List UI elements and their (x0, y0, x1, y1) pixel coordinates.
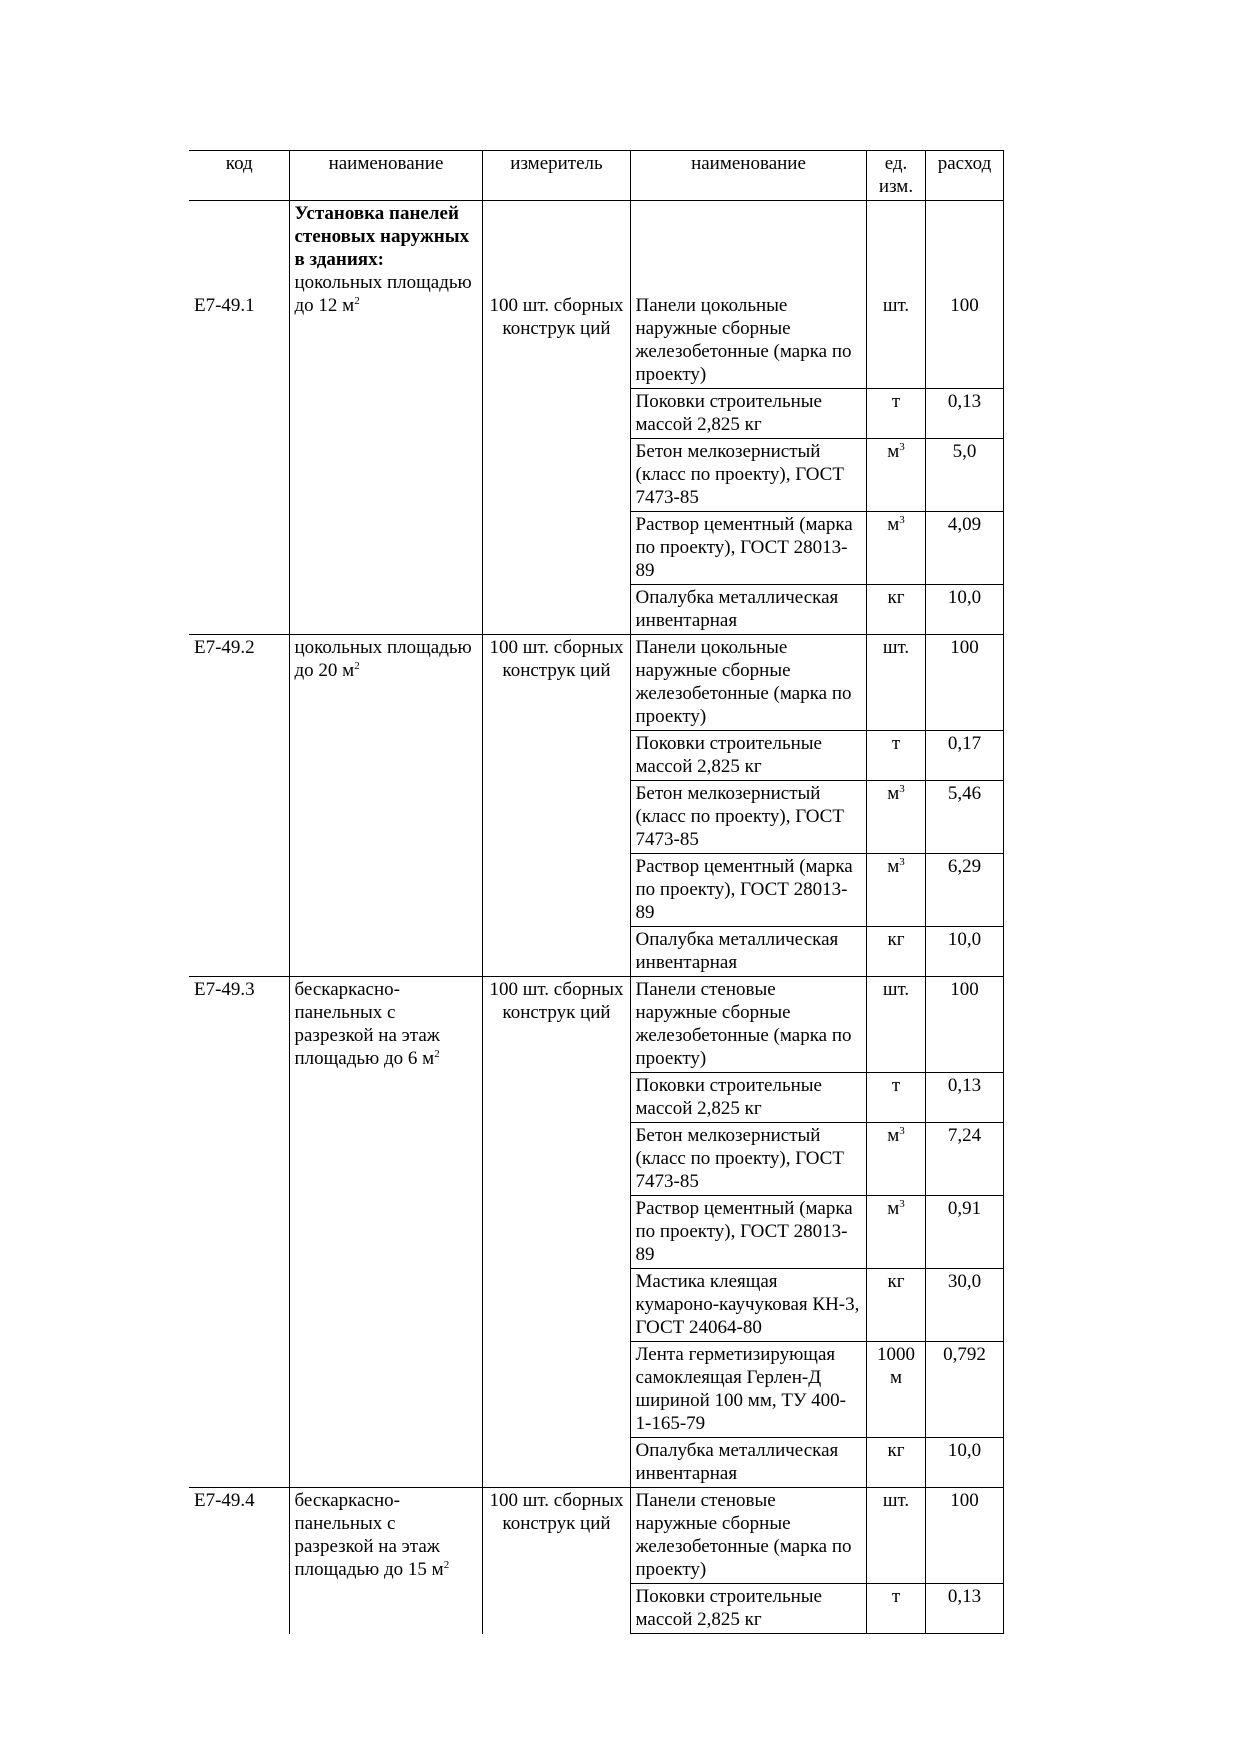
resource-name: Поковки строительные массой 2,825 кг (635, 733, 822, 777)
resource-unit-cell (866, 731, 925, 781)
norm-code: Е7-49.2 (194, 637, 255, 658)
resource-name-cell (630, 635, 866, 731)
resource-unit: шт. (882, 1490, 910, 1511)
resource-unit-cell (866, 585, 925, 635)
norm-code: Е7-49.3 (194, 979, 255, 1000)
resource-name: Панели цокольные наружные сборные железобетонные (марка по проекту) (635, 637, 852, 727)
resource-unit: шт. (882, 637, 910, 658)
norm-name-cell (289, 201, 482, 635)
resource-consumption: 10,0 (947, 587, 982, 608)
resource-name-cell (630, 731, 866, 781)
resource-unit: т (891, 1586, 901, 1607)
resource-consumption-cell (925, 854, 1003, 927)
resource-consumption: 6,29 (947, 856, 982, 877)
resource-consumption-cell (925, 1269, 1003, 1342)
resource-consumption: 10,0 (947, 1440, 982, 1461)
resource-name: Раствор цементный (марка по проекту), ГОСТ 28013-89 (635, 514, 853, 581)
resource-consumption: 0,17 (947, 733, 982, 754)
resource-unit: 1000 м (877, 1344, 915, 1388)
resource-consumption-cell (925, 389, 1003, 439)
resource-name-cell (630, 201, 866, 389)
resource-name-cell (630, 1196, 866, 1269)
resource-consumption-cell (925, 1584, 1003, 1634)
resource-consumption-cell (925, 201, 1003, 389)
resource-name: Раствор цементный (марка по проекту), ГОСТ 28013-89 (635, 856, 853, 923)
resource-name: Поковки строительные массой 2,825 кг (635, 1586, 822, 1630)
resource-unit: кг (887, 929, 905, 950)
resource-name: Бетон мелкозернистый (класс по проекту), ГОСТ 7473-85 (635, 1125, 844, 1192)
table-row (189, 635, 1003, 731)
norm-name: бескаркасно-панельных с разрезкой на этаж площадью до 15 м (294, 1490, 444, 1580)
resource-name-cell (630, 854, 866, 927)
resource-unit-cell (866, 854, 925, 927)
norm-meter-cell (482, 635, 630, 977)
norm-meter: 100 шт. сборных конструк ций (489, 979, 624, 1023)
header-meter: измеритель (482, 151, 630, 201)
norm-meter: 100 шт. сборных конструк ций (489, 295, 624, 339)
resource-unit: м (887, 856, 900, 877)
resource-unit: кг (887, 1440, 905, 1461)
table-row (189, 1488, 1003, 1584)
resource-unit-superscript: 3 (899, 441, 905, 453)
resource-consumption: 0,13 (947, 391, 982, 412)
resource-consumption-cell (925, 1342, 1003, 1438)
resource-consumption-cell (925, 927, 1003, 977)
resource-name-cell (630, 1342, 866, 1438)
resource-unit-cell (866, 977, 925, 1073)
resource-name-cell (630, 977, 866, 1073)
resource-name-cell (630, 1269, 866, 1342)
resource-consumption: 100 (950, 295, 979, 316)
resource-unit-cell (866, 1196, 925, 1269)
resource-consumption-cell (925, 781, 1003, 854)
resource-consumption: 0,13 (947, 1075, 982, 1096)
resource-name: Опалубка металлическая инвентарная (635, 929, 839, 973)
resource-unit-cell (866, 781, 925, 854)
resource-name-cell (630, 1073, 866, 1123)
norm-name-cell (289, 977, 482, 1488)
norm-name: цокольных площадью до 20 м (294, 637, 472, 681)
header-resource-name: наименование (630, 151, 866, 201)
resource-name: Опалубка металлическая инвентарная (635, 587, 839, 631)
resource-name-cell (630, 1488, 866, 1584)
resource-name: Панели цокольные наружные сборные железобетонные (марка по проекту) (635, 295, 852, 385)
resource-consumption-cell (925, 1488, 1003, 1584)
resource-unit: м (887, 783, 900, 804)
resource-name-cell (630, 1584, 866, 1634)
norm-name-cell (289, 635, 482, 977)
resource-unit-cell (866, 201, 925, 389)
resource-unit-superscript: 3 (899, 1125, 905, 1137)
norm-name: бескаркасно-панельных с разрезкой на этаж площадью до 6 м (294, 979, 440, 1069)
resource-unit: т (891, 1075, 901, 1096)
resource-consumption-cell (925, 585, 1003, 635)
resource-consumption: 0,91 (947, 1198, 982, 1219)
norm-meter-cell (482, 1488, 630, 1634)
resource-name: Панели стеновые наружные сборные железобетонные (марка по проекту) (635, 1490, 852, 1580)
norm-name-superscript: 2 (443, 1559, 450, 1571)
resource-name: Бетон мелкозернистый (класс по проекту), ГОСТ 7473-85 (635, 783, 844, 850)
header-code: код (189, 151, 289, 201)
resource-consumption: 100 (950, 1490, 979, 1511)
resource-unit-cell (866, 512, 925, 585)
norm-code-cell (189, 977, 289, 1488)
resource-consumption: 5,0 (952, 441, 977, 462)
resource-consumption-cell (925, 512, 1003, 585)
resource-unit-cell (866, 1584, 925, 1634)
resource-consumption: 4,09 (947, 514, 982, 535)
norm-meter: 100 шт. сборных конструк ций (489, 1490, 624, 1534)
resource-unit-superscript: 3 (899, 514, 905, 526)
resource-name: Поковки строительные массой 2,825 кг (635, 1075, 822, 1119)
resource-name-cell (630, 1123, 866, 1196)
norm-code-cell (189, 1488, 289, 1634)
norm-code: Е7-49.1 (194, 295, 255, 316)
resource-unit: т (891, 733, 901, 754)
resource-consumption: 5,46 (947, 783, 982, 804)
resource-unit: кг (887, 587, 905, 608)
norm-code: Е7-49.4 (194, 1490, 255, 1511)
resource-consumption: 100 (950, 637, 979, 658)
resource-consumption: 0,13 (947, 1586, 982, 1607)
resource-consumption-cell (925, 439, 1003, 512)
norm-name-cell (289, 1488, 482, 1634)
resource-consumption-cell (925, 635, 1003, 731)
resource-unit: м (887, 1198, 900, 1219)
norm-name-superscript: 2 (434, 1048, 440, 1060)
resource-consumption: 30,0 (947, 1271, 982, 1292)
resource-unit: кг (887, 1271, 905, 1292)
resource-unit-superscript: 3 (899, 1198, 905, 1210)
resource-consumption-cell (925, 1123, 1003, 1196)
resource-unit-cell (866, 1269, 925, 1342)
table-row (189, 201, 1003, 389)
norm-code-cell (189, 201, 289, 635)
norm-meter: 100 шт. сборных конструк ций (489, 637, 624, 681)
resource-name-cell (630, 1438, 866, 1488)
resource-name-cell (630, 389, 866, 439)
resource-consumption-cell (925, 1196, 1003, 1269)
resource-unit-cell (866, 1073, 925, 1123)
resource-name-cell (630, 585, 866, 635)
resource-name-cell (630, 781, 866, 854)
norm-meter-cell (482, 201, 630, 635)
resource-name: Бетон мелкозернистый (класс по проекту), ГОСТ 7473-85 (635, 441, 844, 508)
table-body (189, 201, 1003, 1634)
resource-name: Поковки строительные массой 2,825 кг (635, 391, 822, 435)
resource-name: Лента герметизирующая самоклеящая Герлен-Д шириной 100 мм, ТУ 400-1-165-79 (635, 1344, 846, 1434)
resource-consumption: 7,24 (947, 1125, 982, 1146)
resource-unit: м (887, 1125, 900, 1146)
header-name: наименование (289, 151, 482, 201)
resource-consumption-cell (925, 1073, 1003, 1123)
resource-unit-superscript: 3 (899, 856, 905, 868)
header-consumption: расход (925, 151, 1003, 201)
resource-unit: т (891, 391, 901, 412)
resource-unit: м (887, 514, 900, 535)
norm-code-cell (189, 635, 289, 977)
norm-meter-cell (482, 977, 630, 1488)
resource-name: Мастика клеящая кумароно-каучуковая КН-3, ГОСТ 24064-80 (635, 1271, 860, 1338)
section-title: Установка панелей стеновых наружных в зданиях: (294, 203, 470, 270)
norm-name-superscript: 2 (354, 660, 360, 672)
resource-unit-cell (866, 635, 925, 731)
resource-unit-cell (866, 1488, 925, 1584)
resource-unit: шт. (882, 979, 910, 1000)
resource-unit-cell (866, 1123, 925, 1196)
norms-table (189, 150, 1004, 1634)
resource-unit-cell (866, 1342, 925, 1438)
resource-name-cell (630, 439, 866, 512)
resource-unit-cell (866, 439, 925, 512)
resource-name-cell (630, 512, 866, 585)
resource-consumption-cell (925, 1438, 1003, 1488)
resource-unit-cell (866, 1438, 925, 1488)
resource-name-cell (630, 927, 866, 977)
resource-consumption: 10,0 (947, 929, 982, 950)
norm-name-superscript: 2 (354, 295, 360, 307)
resource-name: Панели стеновые наружные сборные железобетонные (марка по проекту) (635, 979, 852, 1069)
table-header-row (189, 151, 1003, 201)
resource-consumption-cell (925, 731, 1003, 781)
resource-name: Опалубка металлическая инвентарная (635, 1440, 839, 1484)
header-unit: ед. изм. (866, 151, 925, 201)
resource-name: Раствор цементный (марка по проекту), ГОСТ 28013-89 (635, 1198, 853, 1265)
resource-unit: шт. (882, 295, 910, 316)
resource-consumption: 0,792 (943, 1344, 986, 1365)
resource-unit-cell (866, 927, 925, 977)
resource-consumption-cell (925, 977, 1003, 1073)
table-row (189, 977, 1003, 1073)
resource-unit-superscript: 3 (899, 783, 905, 795)
resource-unit-cell (866, 389, 925, 439)
resource-unit: м (887, 441, 900, 462)
resource-consumption: 100 (950, 979, 979, 1000)
norm-name: цокольных площадью до 12 м (294, 272, 472, 316)
